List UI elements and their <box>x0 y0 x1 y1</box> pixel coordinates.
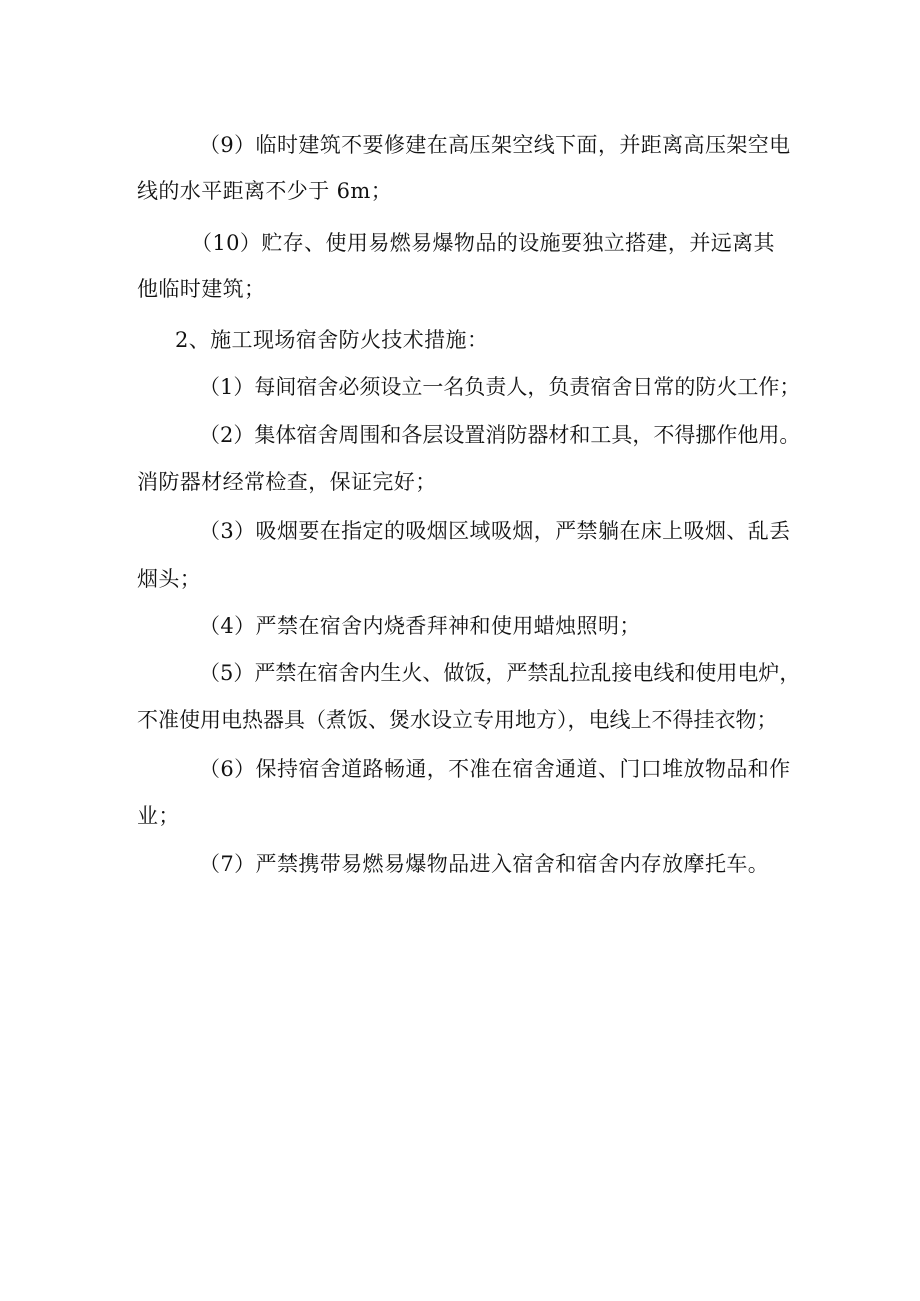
paragraph-line: 他临时建筑； <box>137 277 266 301</box>
paragraph-line: （6）保持宿舍道路畅通，不准在宿舍通道、门口堆放物品和作 <box>199 757 791 781</box>
paragraph-line: （1）每间宿舍必须设立一名负责人，负责宿舍日常的防火工作； <box>199 375 801 399</box>
paragraph-line: （10）贮存、使用易燃易爆物品的设施要独立搭建，并远离其 <box>191 231 775 255</box>
paragraph-line: 线的水平距离不少于 6m； <box>137 179 393 203</box>
paragraph-line: （9）临时建筑不要修建在高压架空线下面，并距离高压架空电 <box>199 133 791 157</box>
paragraph-line: 消防器材经常检查，保证完好； <box>137 470 437 494</box>
paragraph-line: （3）吸烟要在指定的吸烟区域吸烟，严禁躺在床上吸烟、乱丢 <box>199 519 791 543</box>
paragraph-line: （5）严禁在宿舍内生火、做饭，严禁乱拉乱接电线和使用电炉， <box>199 661 801 685</box>
paragraph-line: 业； <box>137 804 180 828</box>
paragraph-line: 烟头； <box>137 567 202 591</box>
paragraph-line: （7）严禁携带易燃易爆物品进入宿舍和宿舍内存放摩托车。 <box>199 852 770 876</box>
paragraph-line: （4）严禁在宿舍内烧香拜神和使用蜡烛照明； <box>199 614 641 638</box>
paragraph-line: 不准使用电热器具（煮饭、煲水设立专用地方），电线上不得挂衣物； <box>137 708 778 732</box>
section-heading: 2、施工现场宿舍防火技术措施： <box>175 328 489 352</box>
paragraph-line: （2）集体宿舍周围和各层设置消防器材和工具，不得挪作他用。 <box>199 423 801 447</box>
